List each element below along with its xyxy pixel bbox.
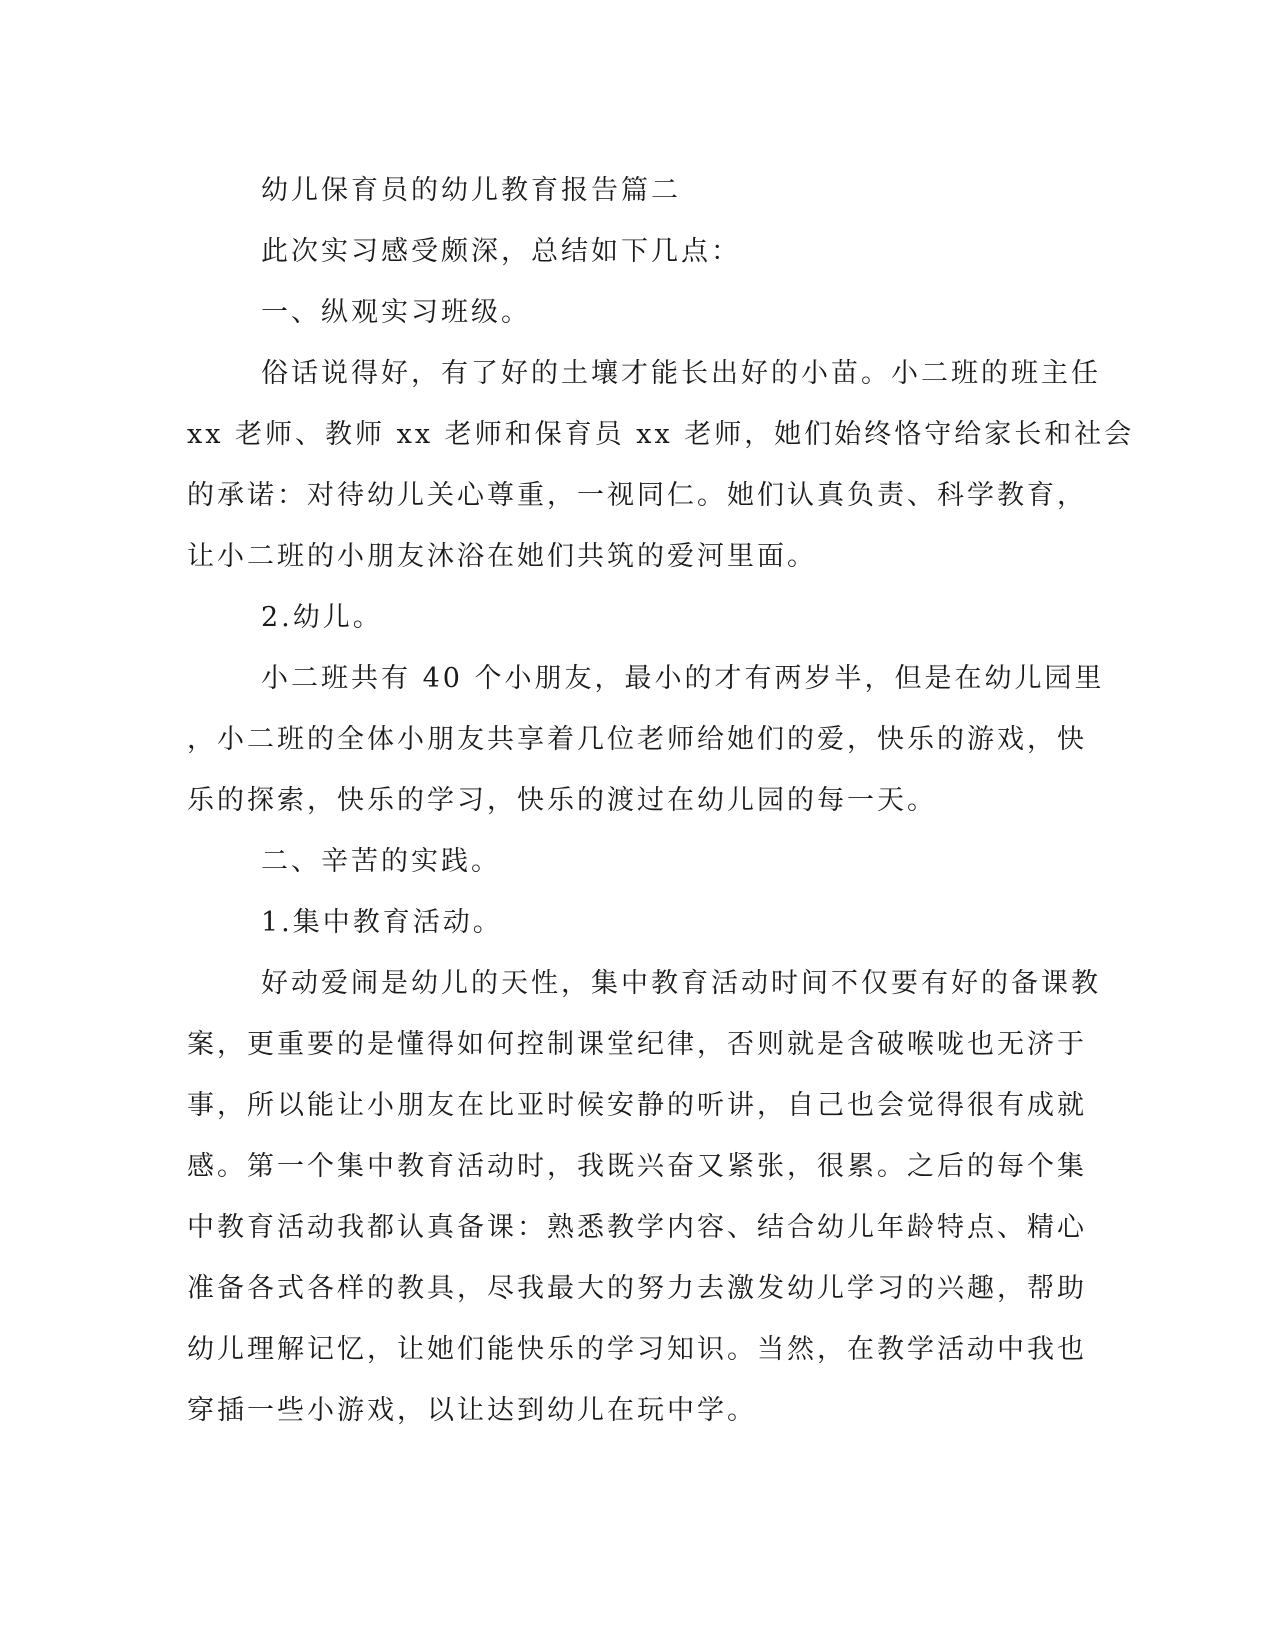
body-paragraph (187, 648, 1105, 831)
text-line: 的承诺：对待幼儿关心尊重，一视同仁。她们认真负责、科学教育， (187, 480, 1087, 511)
section-heading-1 (187, 282, 1067, 343)
text-line: 2.幼儿。 (261, 602, 383, 633)
text-line: 穿插一些小游戏，以让达到幼儿在玩中学。 (187, 1395, 757, 1426)
text-line: 二、辛苦的实践。 (261, 846, 501, 877)
text-line: 乐的探索，快乐的学习，快乐的渡过在幼儿园的每一天。 (187, 785, 937, 816)
text-line: 案，更重要的是懂得如何控制课堂纪律，否则就是含破喉咙也无济于 (187, 1029, 1087, 1060)
body-paragraph (187, 953, 1101, 1441)
text-line: 准备各式各样的教具，尽我最大的努力去激发幼儿学习的兴趣，帮助 (187, 1273, 1087, 1304)
subsection-heading (187, 587, 1067, 648)
text-line: 一、纵观实习班级。 (261, 297, 531, 328)
text-line: 1.集中教育活动。 (261, 907, 503, 938)
text-line: ，小二班的全体小朋友共享着几位老师给她们的爱，快乐的游戏，快 (187, 724, 1087, 755)
text-line: 幼儿理解记忆，让她们能快乐的学习知识。当然，在教学活动中我也 (187, 1334, 1087, 1365)
text-line: 事，所以能让小朋友在比亚时候安静的听讲，自己也会觉得很有成就 (187, 1090, 1087, 1121)
text-line: 幼儿保育员的幼儿教育报告篇二 (261, 175, 681, 206)
intro-paragraph (187, 221, 1067, 282)
text-line: xx 老师、教师 xx 老师和保育员 xx 老师，她们始终恪守给家长和社会 (187, 419, 1135, 450)
section-heading-2 (187, 831, 1067, 892)
text-line: 感。第一个集中教育活动时，我既兴奋又紧张，很累。之后的每个集 (187, 1151, 1087, 1182)
text-line: 好动爱闹是幼儿的天性，集中教育活动时间不仅要有好的备课教 (261, 968, 1101, 999)
document-body (187, 160, 1135, 1441)
text-line: 俗话说得好，有了好的土壤才能长出好的小苗。小二班的班主任 (261, 358, 1101, 389)
subsection-heading (187, 892, 1067, 953)
body-paragraph (187, 343, 1135, 587)
text-line: 中教育活动我都认真备课：熟悉教学内容、结合幼儿年龄特点、精心 (187, 1212, 1087, 1243)
report-title (187, 160, 1067, 221)
text-line: 小二班共有 40 个小朋友，最小的才有两岁半，但是在幼儿园里 (261, 663, 1105, 694)
text-line: 让小二班的小朋友沐浴在她们共筑的爱河里面。 (187, 541, 817, 572)
text-line: 此次实习感受颇深，总结如下几点： (261, 236, 741, 267)
